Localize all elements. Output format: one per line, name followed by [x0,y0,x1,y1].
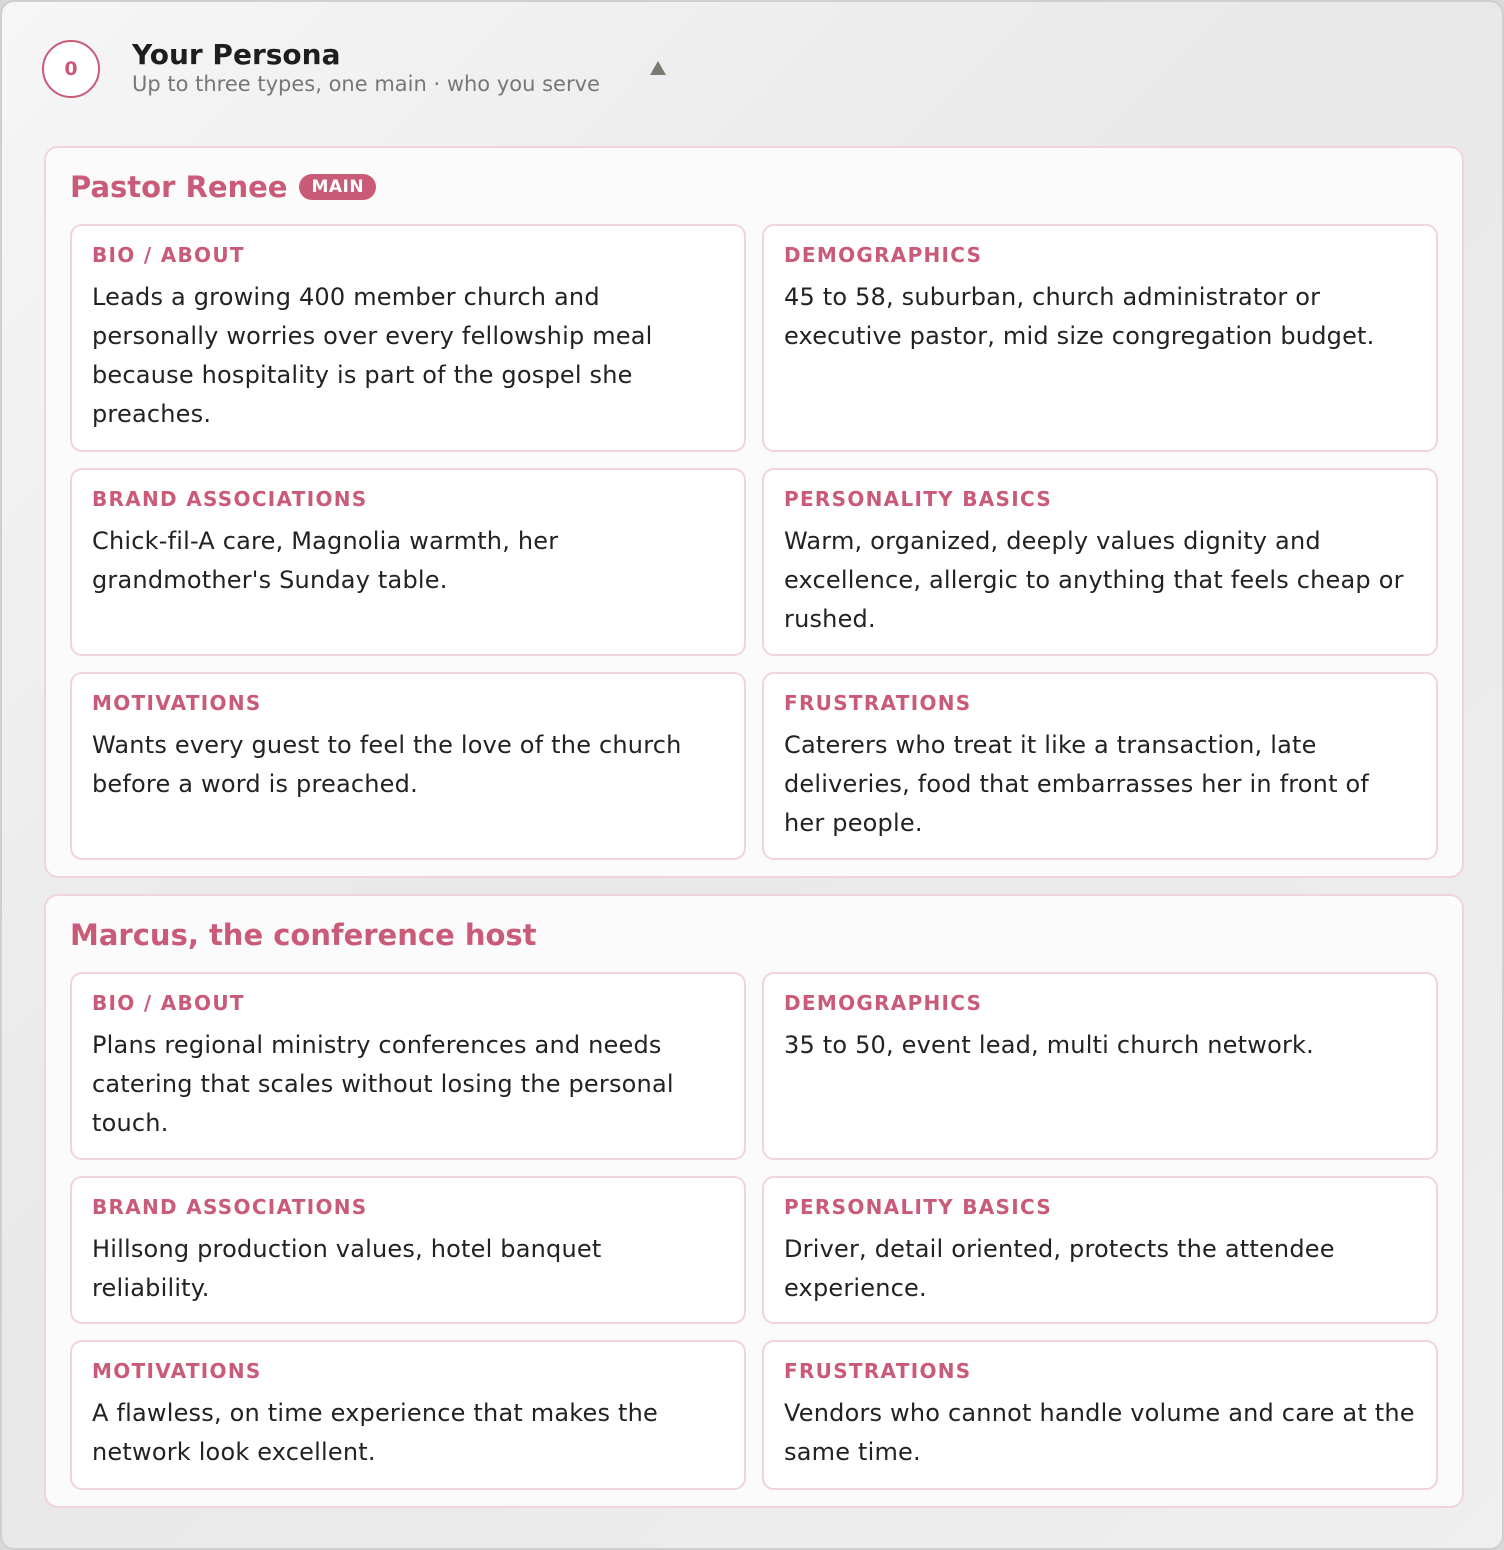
section-subtitle: Up to three types, one main · who you serve [132,72,600,96]
field-label: FRUSTRATIONS [784,1359,972,1383]
field-motivations[interactable] [70,1340,746,1490]
persona-card-marcus [44,894,1464,1508]
field-label: BIO / ABOUT [92,243,245,267]
field-frustrations[interactable] [762,1340,1438,1490]
field-label: DEMOGRAPHICS [784,991,983,1015]
persona-name[interactable] [70,170,376,204]
field-text: Wants every guest to feel the love of the church before a word is preached. [92,731,682,798]
section-title: Your Persona [132,38,341,71]
field-brand-associations[interactable] [70,468,746,656]
field-text: Vendors who cannot handle volume and care at the same time. [784,1399,1415,1466]
step-number: 0 [42,40,100,98]
persona-name-text: Marcus, the conference host [70,918,537,952]
field-label: MOTIVATIONS [92,691,262,715]
field-text: Leads a growing 400 member church and personally worries over every fellowship meal because hospitality is part of the gospel she preaches. [92,283,653,428]
triangle-up-icon[interactable] [646,56,670,80]
persona-name[interactable] [70,918,537,952]
field-label: FRUSTRATIONS [784,691,972,715]
field-text: Plans regional ministry conferences and needs catering that scales without losing the personal touch. [92,1031,674,1137]
field-label: PERSONALITY BASICS [784,487,1053,511]
field-bio[interactable] [70,972,746,1160]
field-text: Warm, organized, deeply values dignity and excellence, allergic to anything that feels cheap or rushed. [784,527,1404,633]
main-badge: MAIN [299,174,376,200]
field-label: BIO / ABOUT [92,991,245,1015]
field-text: 35 to 50, event lead, multi church network. [784,1031,1314,1059]
field-personality-basics[interactable] [762,1176,1438,1324]
field-label: PERSONALITY BASICS [784,1195,1053,1219]
field-demographics[interactable] [762,224,1438,452]
field-motivations[interactable] [70,672,746,860]
field-text: 45 to 58, suburban, church administrator or executive pastor, mid size congregation budget. [784,283,1375,350]
field-frustrations[interactable] [762,672,1438,860]
persona-name-text: Pastor Renee [70,170,288,204]
field-text: A flawless, on time experience that makes the network look excellent. [92,1399,659,1466]
field-personality-basics[interactable] [762,468,1438,656]
field-label: DEMOGRAPHICS [784,243,983,267]
field-bio[interactable] [70,224,746,452]
field-text: Chick-fil-A care, Magnolia warmth, her grandmother's Sunday table. [92,527,559,594]
persona-card-pastor-renee [44,146,1464,878]
field-demographics[interactable] [762,972,1438,1160]
section-header[interactable] [42,38,682,108]
field-text: Caterers who treat it like a transaction, late deliveries, food that embarrasses her in front of her people. [784,731,1370,837]
field-brand-associations[interactable] [70,1176,746,1324]
field-text: Driver, detail oriented, protects the attendee experience. [784,1235,1335,1302]
field-label: BRAND ASSOCIATIONS [92,1195,368,1219]
field-text: Hillsong production values, hotel banquet reliability. [92,1235,602,1302]
field-label: MOTIVATIONS [92,1359,262,1383]
field-label: BRAND ASSOCIATIONS [92,487,368,511]
